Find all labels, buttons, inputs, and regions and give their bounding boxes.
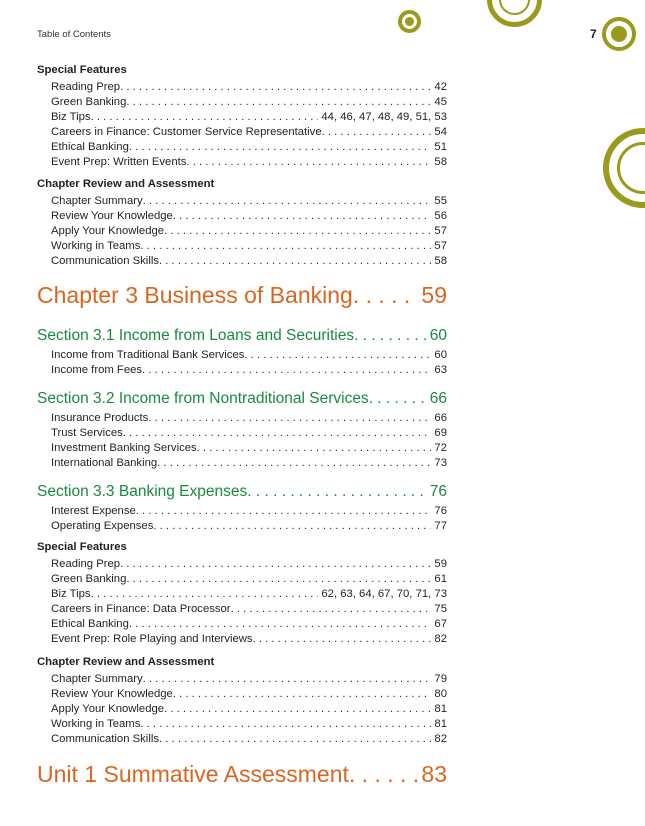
- chapter-heading[interactable]: Chapter 3 Business of Banking . . . 59: [37, 282, 447, 309]
- toc-entry[interactable]: Communication Skills . . . 82: [51, 732, 447, 746]
- toc-entry[interactable]: Operating Expenses . . . 77: [51, 519, 447, 533]
- toc-entry[interactable]: Review Your Knowledge . . . 80: [51, 687, 447, 701]
- toc-entry[interactable]: Working in Teams . . . 81: [51, 717, 447, 731]
- special-features-heading: Special Features: [37, 541, 127, 553]
- toc-entry[interactable]: Insurance Products . . . 66: [51, 411, 447, 425]
- toc-entry[interactable]: Event Prep: Role Playing and Interviews . . . 82: [51, 632, 447, 646]
- toc-entry[interactable]: Communication Skills . . . 58: [51, 254, 447, 268]
- toc-entry[interactable]: Reading Prep . . . 59: [51, 557, 447, 571]
- page-number: 7: [590, 27, 597, 41]
- toc-entry[interactable]: Green Banking . . . 61: [51, 572, 447, 586]
- toc-entry[interactable]: Trust Services . . . 69: [51, 426, 447, 440]
- toc-entry[interactable]: Chapter Summary . . . 55: [51, 194, 447, 208]
- toc-entry[interactable]: Careers in Finance: Data Processor . . . 75: [51, 602, 447, 616]
- toc-entry[interactable]: Ethical Banking . . . 51: [51, 140, 447, 154]
- arc-ring-icon: [603, 128, 645, 208]
- toc-entry[interactable]: International Banking . . . 73: [51, 456, 447, 470]
- page-target-icon: [602, 17, 636, 51]
- section-heading[interactable]: Section 3.1 Income from Loans and Securities . . . 60: [37, 326, 447, 345]
- toc-entry[interactable]: Investment Banking Services . . . 72: [51, 441, 447, 455]
- section-heading[interactable]: Section 3.3 Banking Expenses . . . 76: [37, 482, 447, 501]
- toc-entry[interactable]: Income from Traditional Bank Services . . . 60: [51, 348, 447, 362]
- toc-entry[interactable]: Apply Your Knowledge . . . 81: [51, 702, 447, 716]
- section-heading[interactable]: Section 3.2 Income from Nontraditional Services . . . 66: [37, 389, 447, 408]
- toc-entry[interactable]: Reading Prep . . . 42: [51, 80, 447, 94]
- review-heading: Chapter Review and Assessment: [37, 656, 215, 668]
- toc-entry[interactable]: Green Banking . . . 45: [51, 95, 447, 109]
- toc-entry[interactable]: Ethical Banking . . . 67: [51, 617, 447, 631]
- running-header: Table of Contents: [37, 29, 111, 40]
- toc-entry[interactable]: Review Your Knowledge . . . 56: [51, 209, 447, 223]
- toc-entry[interactable]: Working in Teams . . . 57: [51, 239, 447, 253]
- special-features-heading: Special Features: [37, 64, 127, 76]
- open-ring-icon: [487, 0, 542, 27]
- toc-entry[interactable]: Chapter Summary . . . 79: [51, 672, 447, 686]
- toc-entry[interactable]: Apply Your Knowledge . . . 57: [51, 224, 447, 238]
- toc-entry[interactable]: Interest Expense . . . 76: [51, 504, 447, 518]
- toc-entry[interactable]: Event Prep: Written Events . . . 58: [51, 155, 447, 169]
- unit-assessment-heading[interactable]: Unit 1 Summative Assessment . . . 83: [37, 761, 447, 788]
- target-ring-icon: [398, 10, 421, 33]
- toc-entry[interactable]: Biz Tips . . . 62, 63, 64, 67, 70, 71, 73: [51, 587, 447, 601]
- review-heading: Chapter Review and Assessment: [37, 178, 215, 190]
- toc-entry[interactable]: Careers in Finance: Customer Service Representative . . . 54: [51, 125, 447, 139]
- toc-entry[interactable]: Biz Tips . . . 44, 46, 47, 48, 49, 51, 53: [51, 110, 447, 124]
- toc-entry[interactable]: Income from Fees . . . 63: [51, 363, 447, 377]
